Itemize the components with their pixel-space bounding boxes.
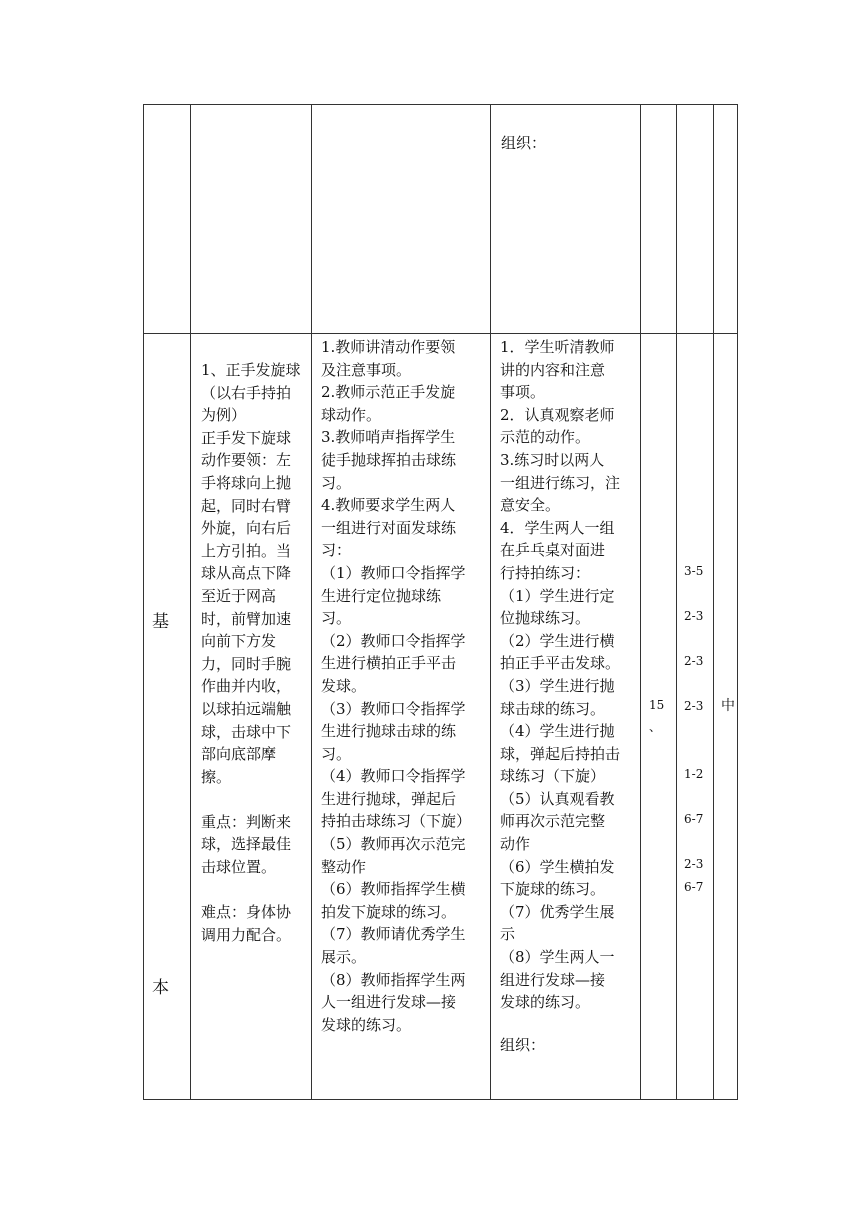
text-line: 正手发下旋球 — [201, 428, 292, 447]
row-divider — [144, 333, 737, 334]
text-line: 擦。 — [201, 767, 232, 786]
text-line: 1．学生听清教师 — [500, 338, 615, 356]
text-line: 难点：身体协 — [201, 903, 292, 922]
text-line: 发球的练习。 — [321, 1015, 412, 1034]
text-line: 3.教师哨声指挥学生 — [321, 428, 456, 447]
text-line: 时，前臂加速 — [201, 609, 292, 628]
text-line: 发球的练习。 — [500, 993, 591, 1012]
text-line: 4.教师要求学生两人 — [321, 496, 456, 515]
section-char-1: 基 — [152, 612, 169, 632]
time-value: 15 — [649, 698, 665, 712]
text-line: （7）教师请优秀学生 — [321, 925, 466, 944]
text-line: 位抛球练习。 — [500, 609, 591, 628]
teaching-content — [201, 359, 307, 946]
text-line: 2.教师示范正手发旋 — [321, 383, 456, 402]
text-line: 击球位置。 — [201, 858, 277, 877]
text-line: 1、正手发旋球 — [201, 361, 301, 379]
text-line: 一组进行对面发球练 — [321, 518, 457, 537]
text-line: （8）学生两人一 — [500, 948, 615, 967]
text-line: （5）教师再次示范完 — [321, 835, 466, 854]
text-line: 起，同时右臂 — [201, 496, 292, 515]
text-line: 向前下方发 — [201, 632, 277, 651]
text-line: （1）教师口令指挥学 — [321, 563, 466, 582]
text-line: 部向底部摩 — [201, 745, 277, 764]
repetition-value: 2-3 — [684, 699, 704, 713]
text-line: 习。 — [321, 609, 352, 628]
lesson-plan-table — [143, 104, 738, 1100]
text-line: （4）教师口令指挥学 — [321, 767, 466, 786]
text-line: （2）教师口令指挥学 — [321, 631, 466, 650]
column-divider — [676, 105, 677, 1099]
top-organization-label: 组织： — [501, 134, 547, 152]
text-line: 至近于网高 — [201, 586, 277, 605]
text-line: 习。 — [321, 744, 352, 763]
student-activity — [500, 336, 638, 1014]
text-line: 下旋球的练习。 — [500, 880, 606, 899]
column-divider — [311, 105, 312, 1099]
repetition-value: 6-7 — [684, 812, 704, 826]
text-line: 动作要领：左 — [201, 451, 292, 470]
text-line: 拍正手平击发球。 — [500, 654, 621, 673]
text-line: （4）学生进行抛 — [500, 722, 615, 741]
text-line: （6）教师指挥学生横 — [321, 880, 466, 899]
repetition-value: 3-5 — [684, 564, 704, 578]
text-line: 行持拍练习： — [500, 563, 591, 582]
text-line: 师再次示范完整 — [500, 812, 606, 831]
text-line: 一组进行练习，注 — [500, 473, 621, 492]
text-line: 展示。 — [321, 948, 367, 967]
text-line: 示范的动作。 — [500, 428, 591, 447]
text-line: 上方引拍。当 — [201, 541, 292, 560]
text-line: 意安全。 — [500, 496, 561, 515]
text-line: 人一组进行发球—接 — [321, 993, 457, 1012]
text-line: （7）优秀学生展 — [500, 902, 615, 921]
text-line: 在乒乓桌对面进 — [500, 541, 606, 560]
text-line — [201, 788, 307, 811]
text-line: （6）学生横拍发 — [500, 857, 615, 876]
text-line: 4．学生两人一组 — [500, 518, 615, 537]
text-line: 发球。 — [321, 676, 367, 695]
repetition-value: 6-7 — [684, 880, 704, 894]
text-line: 生进行抛球击球的练 — [321, 722, 457, 741]
text-line: 重点：判断来 — [201, 812, 292, 831]
text-line: 讲的内容和注意 — [500, 360, 606, 379]
text-line: 习： — [321, 541, 352, 560]
text-line: （5）认真观看教 — [500, 789, 615, 808]
text-line: 调用力配合。 — [201, 925, 292, 944]
column-divider — [640, 105, 641, 1099]
text-line: （8）教师指挥学生两 — [321, 970, 466, 989]
text-line: 球，选择最佳 — [201, 835, 292, 854]
text-line: 动作 — [500, 835, 531, 854]
text-line: （3）学生进行抛 — [500, 676, 615, 695]
text-line: 示 — [500, 925, 516, 944]
text-line: 1.教师讲清动作要领 — [321, 338, 456, 356]
column-divider — [713, 105, 714, 1099]
time-mark: 、 — [649, 720, 662, 734]
text-line: 球击球的练习。 — [500, 699, 606, 718]
text-line: 3.练习时以两人 — [500, 450, 605, 469]
text-line: 作曲并内收， — [201, 677, 292, 696]
text-line: 以球拍远端触 — [201, 699, 292, 718]
main-organization-label: 组织： — [500, 1036, 546, 1054]
column-divider — [190, 105, 191, 1099]
text-line: 球，击球中下 — [201, 722, 292, 741]
repetition-value: 2-3 — [684, 857, 704, 871]
text-line: 拍发下旋球的练习。 — [321, 902, 457, 921]
text-line: 球，弹起后持拍击 — [500, 744, 621, 763]
text-line: 生进行定位抛球练 — [321, 586, 442, 605]
text-line: 习。 — [321, 473, 352, 492]
section-char-2: 本 — [152, 978, 169, 998]
text-line: （以右手持拍 — [201, 383, 292, 402]
text-line: 生进行抛球，弹起后 — [321, 789, 457, 808]
text-line: 及注意事项。 — [321, 360, 412, 379]
teacher-activity — [321, 336, 487, 1036]
text-line: 力，同时手腕 — [201, 654, 292, 673]
text-line: （3）教师口令指挥学 — [321, 699, 466, 718]
text-line: （2）学生进行横 — [500, 631, 615, 650]
text-line: （1）学生进行定 — [500, 586, 615, 605]
text-line: 球练习（下旋） — [500, 767, 606, 786]
text-line: 徒手抛球挥拍击球练 — [321, 450, 457, 469]
text-line: 持拍击球练习（下旋） — [321, 812, 472, 831]
repetition-value: 2-3 — [684, 654, 704, 668]
text-line: 2．认真观察老师 — [500, 405, 615, 424]
text-line: 事项。 — [500, 383, 546, 402]
text-line: 整动作 — [321, 857, 367, 876]
text-line: 球动作。 — [321, 405, 382, 424]
text-line: 外旋，向右后 — [201, 519, 292, 538]
intensity-value: 中 — [721, 698, 735, 714]
text-line: 球从高点下降 — [201, 564, 292, 583]
repetition-value: 2-3 — [684, 609, 704, 623]
text-line — [201, 879, 307, 902]
text-line: 组进行发球—接 — [500, 970, 606, 989]
text-line: 为例） — [201, 406, 247, 425]
repetition-value: 1-2 — [684, 767, 704, 781]
text-line: 手将球向上抛 — [201, 473, 292, 492]
text-line: 生进行横拍正手平击 — [321, 654, 457, 673]
column-divider — [490, 105, 491, 1099]
